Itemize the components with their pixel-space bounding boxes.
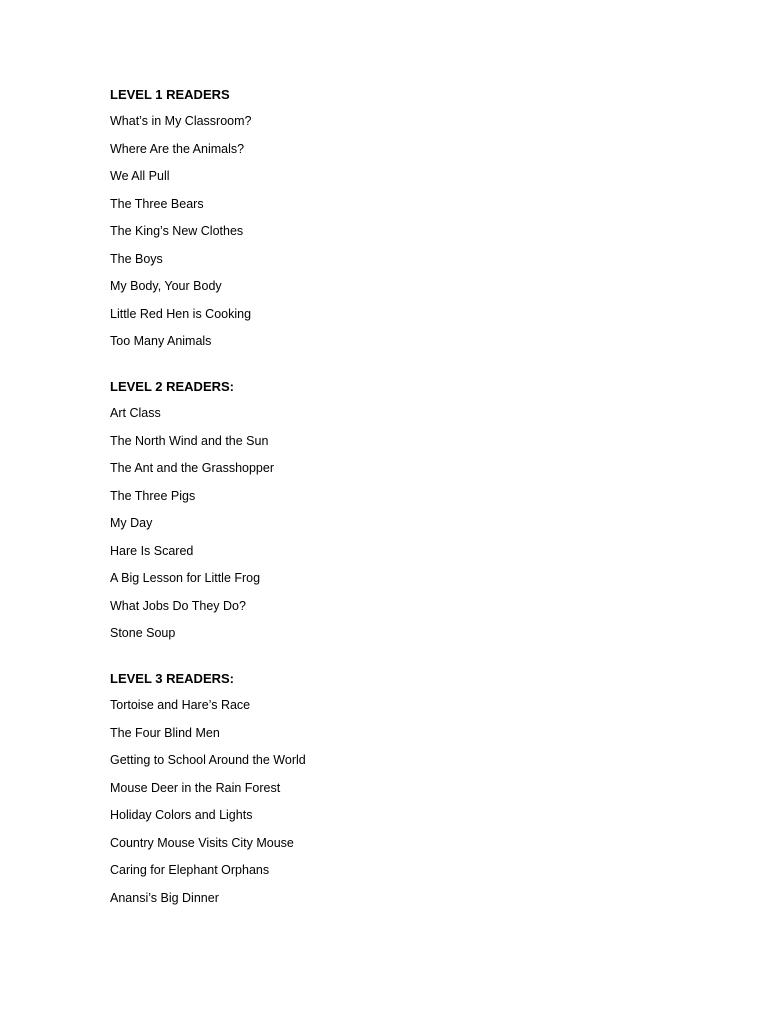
list-item: Hare Is Scared [110, 543, 194, 558]
list-item: Anansi’s Big Dinner [110, 890, 219, 905]
list-item: We All Pull [110, 169, 170, 183]
list-item: Too Many Animals [110, 334, 212, 348]
list-item: My Day [110, 516, 153, 530]
level-3-section [110, 670, 670, 907]
level-2-section [110, 378, 670, 642]
list-item: Tortoise and Hare’s Race [110, 698, 251, 712]
list-item: Art Class [110, 406, 161, 420]
list-item: Stone Soup [110, 626, 176, 640]
list-item: What Jobs Do They Do? [110, 598, 246, 613]
level-2-heading: LEVEL 2 READERS: [110, 379, 235, 394]
list-item: The Three Bears [110, 196, 204, 211]
list-item: Where Are the Animals? [110, 141, 245, 156]
list-item: A Big Lesson for Little Frog [110, 571, 261, 585]
level-1-heading: LEVEL 1 READERS [110, 87, 230, 102]
list-item: What’s in My Classroom? [110, 114, 252, 128]
reader-list [110, 86, 670, 935]
level-2-list [110, 405, 670, 642]
level-1-list [110, 113, 670, 350]
list-item: Mouse Deer in the Rain Forest [110, 780, 281, 795]
list-item: Little Red Hen is Cooking [110, 306, 252, 321]
list-item: The Four Blind Men [110, 725, 220, 740]
list-item: Caring for Elephant Orphans [110, 863, 270, 877]
list-item: My Body, Your Body [110, 279, 222, 293]
list-item: The Three Pigs [110, 488, 196, 503]
level-1-section [110, 86, 670, 350]
level-3-heading: LEVEL 3 READERS: [110, 671, 235, 686]
list-item: The Ant and the Grasshopper [110, 461, 274, 475]
level-3-list [110, 697, 670, 907]
list-item: The North Wind and the Sun [110, 433, 269, 448]
list-item: Country Mouse Visits City Mouse [110, 835, 294, 850]
list-item: The King’s New Clothes [110, 224, 244, 238]
list-item: Getting to School Around the World [110, 753, 306, 767]
list-item: The Boys [110, 251, 163, 266]
list-item: Holiday Colors and Lights [110, 808, 253, 822]
